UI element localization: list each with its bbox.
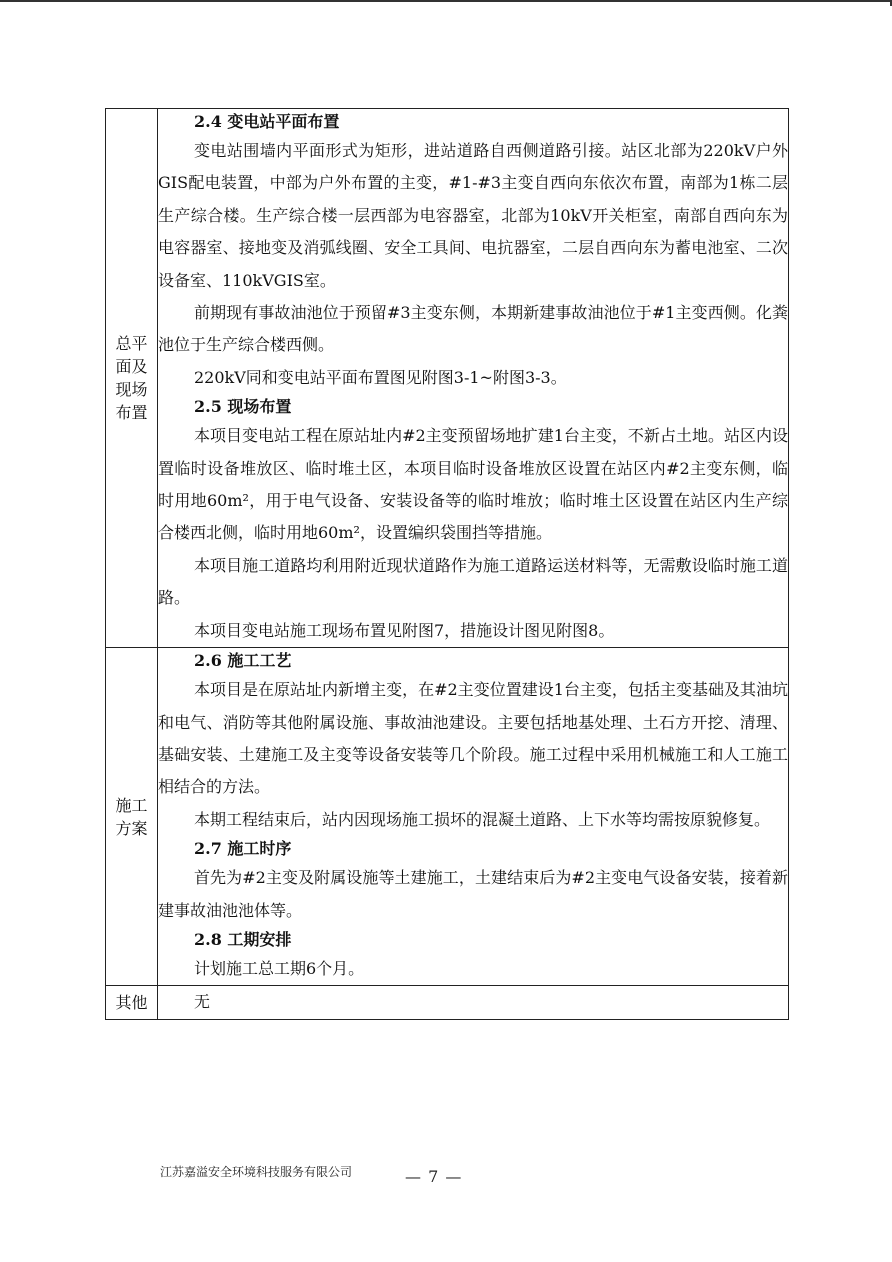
paragraph: 本项目施工道路均利用附近现状道路作为施工道路运送材料等，无需敷设临时施工道路。	[158, 555, 788, 608]
section-heading: 2.5 现场布置	[194, 397, 292, 417]
paragraph: 本期工程结束后，站内因现场施工损坏的混凝土道路、上下水等均需按原貌修复。	[194, 809, 771, 829]
paragraph: 本项目变电站工程在原站址内#2主变预留场地扩建1台主变，不新占土地。站区内设置临时设备堆放区、临时堆土区，本项目临时设备堆放区设置在站区内#2主变东侧，临时用地60m²，用于电气设备、安装设备等的临时堆放；临时堆土区设置在站区内生产综合楼西北侧，临时用地60m²，设置编织袋围挡等措施。	[158, 426, 788, 543]
paragraph: 首先为#2主变及附属设施等土建施工，土建结束后为#2主变电气设备安装，接着新建事故油池池体等。	[158, 868, 788, 920]
paragraph: 本项目变电站施工现场布置见附图7，措施设计图见附图8。	[194, 620, 615, 640]
footer-company: 江苏嘉溢安全环境科技服务有限公司	[160, 1165, 353, 1179]
document-table	[105, 108, 789, 1020]
page-number: — 7 —	[405, 1167, 463, 1186]
section-heading: 2.8 工期安排	[194, 929, 292, 949]
section-label: 其他	[115, 993, 148, 1013]
top-rule	[0, 0, 892, 2]
section-content-cell	[158, 986, 789, 1019]
section-heading: 2.6 施工工艺	[194, 651, 292, 671]
section-label-cell	[106, 986, 158, 1019]
section-label: 施工方案	[115, 795, 148, 838]
section-row	[106, 986, 789, 1019]
section-label: 总平面及现场布置	[115, 334, 148, 423]
section-label-cell	[106, 109, 158, 648]
section-content-cell	[158, 109, 789, 648]
paragraph: 前期现有事故油池位于预留#3主变东侧，本期新建事故油池位于#1主变西侧。化粪池位于生产综合楼西侧。	[158, 303, 788, 355]
section-row	[106, 648, 789, 986]
section-label-cell	[106, 648, 158, 986]
section-content-cell	[158, 648, 789, 986]
section-heading: 2.7 施工时序	[194, 839, 292, 859]
paragraph: 无	[194, 992, 211, 1012]
section-row	[106, 109, 789, 648]
paragraph: 计划施工总工期6个月。	[194, 958, 365, 978]
section-heading: 2.4 变电站平面布置	[194, 112, 340, 131]
paragraph: 本项目是在原站址内新增主变，在#2主变位置建设1台主变，包括主变基础及其油坑和电气、消防等其他附属设施、事故油池建设。主要包括地基处理、土石方开挖、清理、基础安装、土建施工及主变等设备安装等几个阶段。施工过程中采用机械施工和人工施工相结合的方法。	[158, 680, 788, 797]
paragraph: 220kV同和变电站平面布置图见附图3-1~附图3-3。	[194, 367, 567, 387]
paragraph: 变电站围墙内平面形式为矩形，进站道路自西侧道路引接。站区北部为220kV户外GIS配电装置，中部为户外布置的主变，#1-#3主变自西向东依次布置，南部为1栋二层生产综合楼。生产综合楼一层西部为电容器室，北部为10kV开关柜室，南部自西向东为电容器室、接地变及消弧线圈、安全工具间、电抗器室，二层自西向东为蓄电池室、二次设备室、110kVGIS室。	[158, 141, 788, 290]
